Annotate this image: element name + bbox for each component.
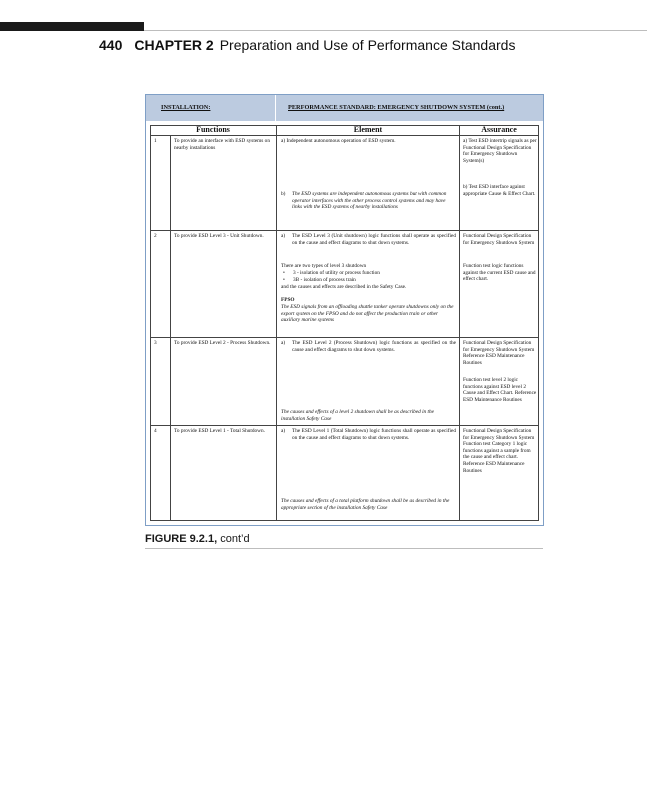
element-note: The ESD systems are independent autonomous systems but with common operator interfaces with the other process control systems and may have links with the ESD systems of nearby installations (292, 191, 447, 211)
running-header (99, 37, 515, 53)
element-note: The causes and effects of a level 2 shutdown shall be as described in the installation Safety Case (281, 409, 434, 422)
element-label: a) (281, 340, 286, 346)
table-rule (538, 125, 539, 520)
column-header-functions: Functions (196, 125, 230, 134)
element-text: The ESD Level 2 (Process Shutdown) logic functions as specified on the cause and effect diagrams to shut down systems. (292, 340, 456, 353)
fpso-label: FPSO (281, 297, 295, 303)
assurance-text: a) Test ESD intertrip signals as per Functional Design Specification for Emergency Shutdown System(s) (463, 138, 537, 164)
assurance-text: b) Test ESD interface against appropriate Cause & Effect Chart. (463, 184, 536, 197)
bullet-icon: • (283, 270, 285, 276)
element-text: The ESD Level 3 (Unit shutdown) logic functions shall operate as specified on the cause and effect diagrams to shut down systems. (292, 233, 456, 246)
bullet-icon: • (283, 277, 285, 283)
column-header-element: Element (353, 125, 383, 134)
assurance-text: Functional Design Specification for Emergency Shutdown System (463, 233, 535, 246)
row-number: 4 (154, 428, 157, 434)
element-text: a) Independent autonomous operation of ESD system. (281, 138, 396, 144)
row-number: 1 (154, 138, 157, 144)
chapter-label: CHAPTER 2 (134, 37, 214, 53)
element-label: b) (281, 191, 286, 197)
table-rule (150, 337, 539, 338)
table-rule (276, 125, 277, 520)
table-rule (170, 135, 171, 520)
table-rule (150, 520, 539, 521)
element-text: and the causes and effects are described in the Safety Case. (281, 284, 407, 290)
column-header-assurance: Assurance (481, 125, 517, 134)
caption-rule (145, 548, 543, 549)
table-rule (150, 135, 539, 136)
element-bullet: 3 - isolation of utility or process function (293, 270, 380, 276)
table-rule (459, 125, 460, 520)
element-label: a) (281, 428, 286, 434)
assurance-text: Function test logic functions against the current ESD cause and effect chart. (463, 263, 536, 283)
element-note: The ESD signals from an offloading shuttle tanker operate shutdowns only on the export system on the FPSO and do not affect the production train or other auxiliary marine systems (281, 304, 454, 324)
assurance-text: Functional Design Specification for Emergency Shutdown System Function test Category 1 logic functions against a sample from the cause and effect chart. Reference ESD Maintenance Routines (463, 428, 535, 474)
figure-table-image (145, 94, 544, 526)
chapter-title: Preparation and Use of Performance Standards (219, 37, 516, 53)
element-text: The ESD Level 1 (Total Shutdown) logic functions shall operate as specified on the cause and effect diagrams to shut down systems. (292, 428, 456, 441)
element-label: a) (281, 233, 286, 239)
element-text: There are two types of level 3 shutdown (281, 263, 367, 269)
row-number: 3 (154, 340, 157, 346)
element-note: The causes and effects of a total platform shutdown shall be as described in the appropriate section of the installation Safety Case (281, 498, 450, 511)
table-rule (150, 425, 539, 426)
banner-installation: INSTALLATION: (161, 104, 211, 111)
header-rule (144, 30, 647, 31)
function-text: To provide ESD Level 1 - Total Shutdown. (174, 428, 265, 434)
banner-divider (275, 95, 276, 121)
function-text: To provide ESD Level 2 - Process Shutdown. (174, 340, 271, 346)
figure-caption (145, 533, 250, 545)
figure-banner (146, 95, 543, 121)
caption-text: cont’d (220, 533, 250, 545)
function-text: To provide ESD Level 3 - Unit Shutdown. (174, 233, 264, 239)
page-number: 440 (99, 37, 123, 53)
header-bar (0, 22, 144, 31)
figure-label: FIGURE 9.2.1, (145, 533, 218, 545)
row-number: 2 (154, 233, 157, 239)
function-text: To provide an interface with ESD systems on nearby installations (174, 138, 270, 151)
table-rule (150, 230, 539, 231)
assurance-text: Functional Design Specification for Emergency Shutdown System Reference ESD Maintenance Routines (463, 340, 535, 366)
table-rule (150, 125, 151, 520)
banner-performance-standard: PERFORMANCE STANDARD: EMERGENCY SHUTDOWN SYSTEM (cont.) (288, 104, 505, 111)
element-bullet: 3B - isolation of process train (293, 277, 356, 283)
assurance-text: Function test level 2 logic functions against ESD level 2 Cause and Effect Chart. Reference ESD Maintenance Routines (463, 377, 537, 403)
